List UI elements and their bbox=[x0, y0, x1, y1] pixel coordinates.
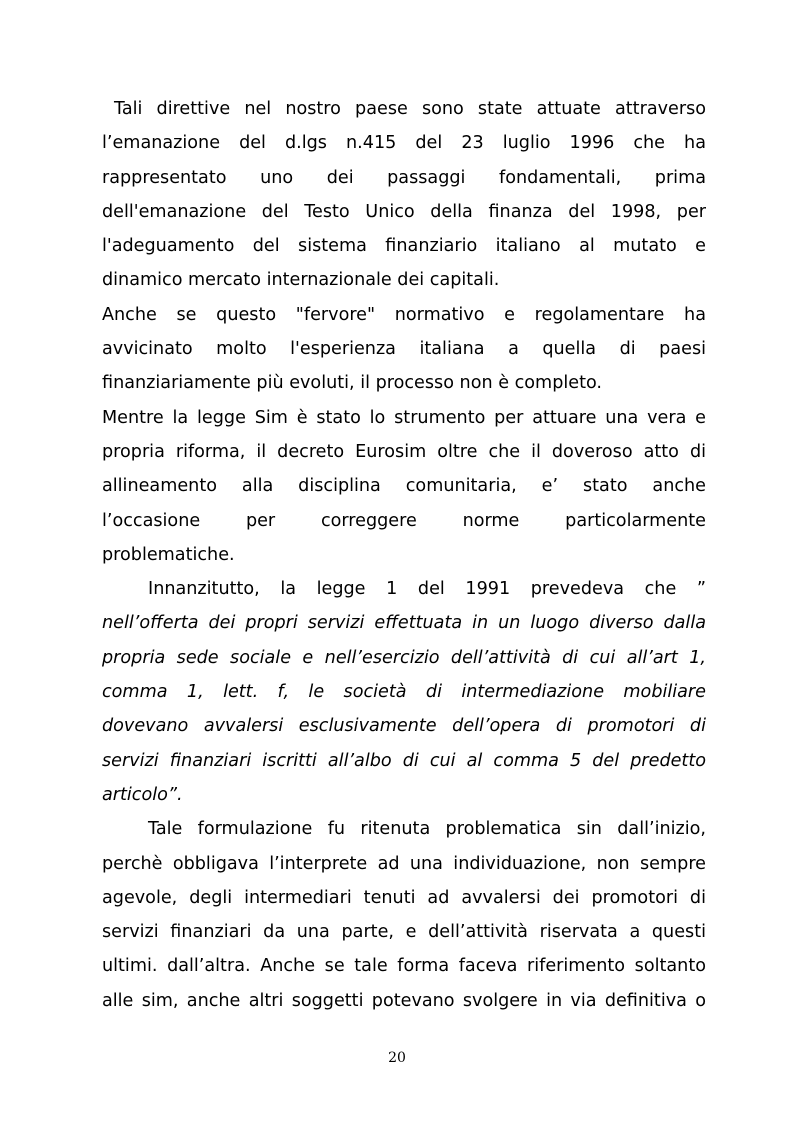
text-line: avvicinato molto l'esperienza italiana a quella di paesi bbox=[102, 339, 706, 360]
text-line: l’emanazione del d.lgs n.415 del 23 luglio 1996 che ha bbox=[102, 133, 706, 154]
text-line: l'adeguamento del sistema finanziario italiano al mutato e bbox=[102, 236, 706, 257]
body-text bbox=[102, 92, 706, 1018]
text-line: dell'emanazione del Testo Unico della finanza del 1998, per bbox=[102, 201, 706, 222]
text-line: rappresentato uno dei passaggi fondamentali, prima bbox=[102, 167, 706, 188]
text-line: dinamico mercato internazionale dei capitali. bbox=[102, 270, 500, 291]
text-line: ultimi. dall’altra. Anche se tale forma faceva riferimento soltanto bbox=[102, 956, 706, 977]
quote-line: dovevano avvalersi esclusivamente dell’opera di promotori di bbox=[102, 716, 706, 737]
text-line: propria riforma, il decreto Eurosim oltre che il doveroso atto di bbox=[102, 441, 706, 462]
text-line: servizi finanziari da una parte, e dell’attività riservata a questi bbox=[102, 922, 706, 943]
quote-line: comma 1, lett. f, le società di intermediazione mobiliare bbox=[102, 682, 706, 703]
quote-line: propria sede sociale e nell’esercizio dell’attività di cui all’art 1, bbox=[102, 647, 706, 668]
text-line: Anche se questo "fervore" normativo e regolamentare ha bbox=[102, 304, 706, 325]
quote-line: nell’offerta dei propri servizi effettuata in un luogo diverso dalla bbox=[102, 613, 706, 634]
text-line: perchè obbligava l’interprete ad una individuazione, non sempre bbox=[102, 853, 706, 874]
text-line: l’occasione per correggere norme particolarmente bbox=[102, 510, 706, 531]
text-line: Mentre la legge Sim è stato lo strumento per attuare una vera e bbox=[102, 407, 706, 428]
text-line: Innanzitutto, la legge 1 del 1991 prevedeva che ” bbox=[148, 579, 706, 600]
text-line: Tali direttive nel nostro paese sono state attuate attraverso bbox=[114, 99, 706, 119]
text-line: finanziariamente più evoluti, il processo non è completo. bbox=[102, 373, 603, 394]
quote-line: articolo”. bbox=[102, 784, 183, 805]
text-line: Tale formulazione fu ritenuta problematica sin dall’inizio, bbox=[148, 819, 706, 840]
text-line: problematiche. bbox=[102, 544, 235, 565]
text-line: agevole, degli intermediari tenuti ad avvalersi dei promotori di bbox=[102, 887, 706, 908]
text-line: allineamento alla disciplina comunitaria, e’ stato anche bbox=[102, 476, 706, 497]
text-line: alle sim, anche altri soggetti potevano svolgere in via definitiva o bbox=[102, 990, 706, 1011]
page-number: 20 bbox=[388, 1050, 406, 1066]
quote-line: servizi finanziari iscritti all’albo di cui al comma 5 del predetto bbox=[102, 750, 706, 771]
